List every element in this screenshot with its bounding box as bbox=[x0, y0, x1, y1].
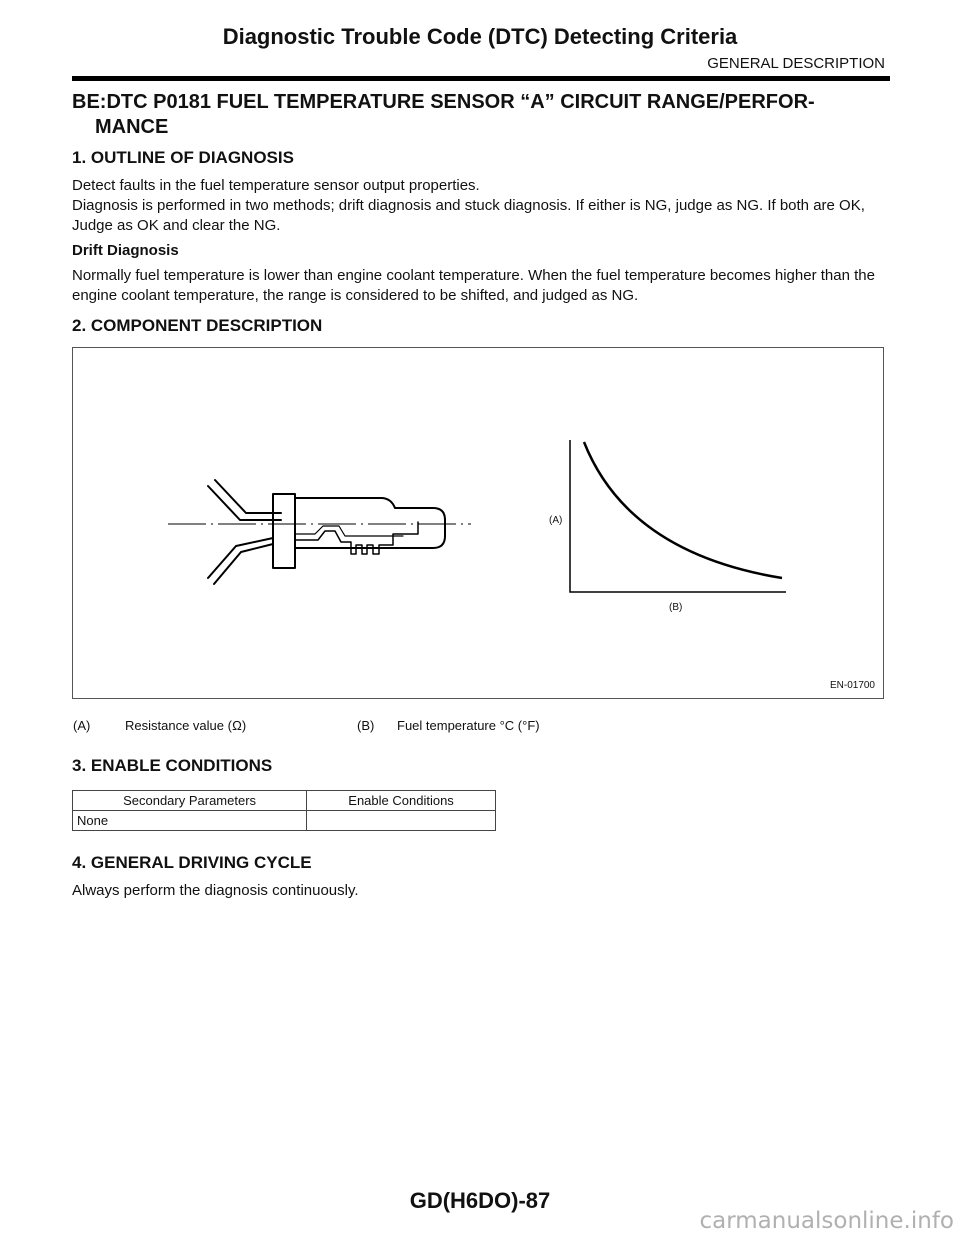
dtc-heading-line1: BE:DTC P0181 FUEL TEMPERATURE SENSOR “A” CIRCUIT RANGE/PERFOR- bbox=[72, 91, 815, 113]
table-cell-parameter: None bbox=[73, 811, 307, 831]
legend-a bbox=[73, 718, 246, 733]
dtc-heading bbox=[72, 90, 892, 140]
drift-diagnosis-subheading: Drift Diagnosis bbox=[72, 242, 179, 259]
page-header-title: Diagnostic Trouble Code (DTC) Detecting Criteria bbox=[222, 24, 738, 49]
sensor-illustration bbox=[73, 348, 883, 698]
section-driving-title: 4. GENERAL DRIVING CYCLE bbox=[72, 853, 312, 872]
page-number: GD(H6DO)-87 bbox=[409, 1188, 551, 1213]
table-header-enable-conditions: Enable Conditions bbox=[307, 791, 496, 811]
enable-conditions-table bbox=[72, 790, 496, 831]
legend-b bbox=[357, 718, 540, 733]
table-header-row bbox=[73, 791, 496, 811]
legend-a-tag: (A) bbox=[73, 718, 91, 733]
graph-axis-label-b: (B) bbox=[669, 602, 683, 613]
outline-paragraph-1: Detect faults in the fuel temperature sensor output properties. bbox=[72, 177, 480, 194]
legend-b-text: Fuel temperature °C (°F) bbox=[397, 718, 540, 733]
header-divider bbox=[72, 76, 890, 81]
section-enable-title: 3. ENABLE CONDITIONS bbox=[72, 756, 273, 775]
dtc-heading-line2: MANCE bbox=[95, 116, 169, 138]
legend-b-tag: (B) bbox=[357, 718, 375, 733]
driving-paragraph: Always perform the diagnosis continuously. bbox=[72, 882, 359, 899]
sensor-upper-lead bbox=[208, 486, 281, 520]
sensor-flange bbox=[273, 494, 295, 568]
graph-axes bbox=[570, 440, 786, 592]
component-figure bbox=[72, 347, 884, 699]
section-outline-title: 1. OUTLINE OF DIAGNOSIS bbox=[72, 148, 294, 167]
watermark: carmanualsonline.info bbox=[699, 1208, 954, 1234]
outline-paragraph-3: Normally fuel temperature is lower than engine coolant temperature. When the fuel temperature becomes higher than the engine coolant temperature, the range is considered to be shifted, and judged as NG. bbox=[72, 267, 875, 304]
table-header-secondary-parameters: Secondary Parameters bbox=[73, 791, 307, 811]
table-cell-condition bbox=[307, 811, 496, 831]
legend-a-text: Resistance value (Ω) bbox=[125, 718, 247, 733]
page-header-section: GENERAL DESCRIPTION bbox=[707, 55, 885, 72]
section-component-title: 2. COMPONENT DESCRIPTION bbox=[72, 316, 323, 335]
figure-id: EN-01700 bbox=[829, 680, 875, 691]
graph-axis-label-a: (A) bbox=[549, 515, 563, 526]
resistance-curve bbox=[584, 442, 782, 578]
outline-paragraph-2: Diagnosis is performed in two methods; drift diagnosis and stuck diagnosis. If either is NG, judge as NG. If both are OK, Judge as OK and clear the NG. bbox=[72, 197, 865, 234]
table-row bbox=[73, 811, 496, 831]
